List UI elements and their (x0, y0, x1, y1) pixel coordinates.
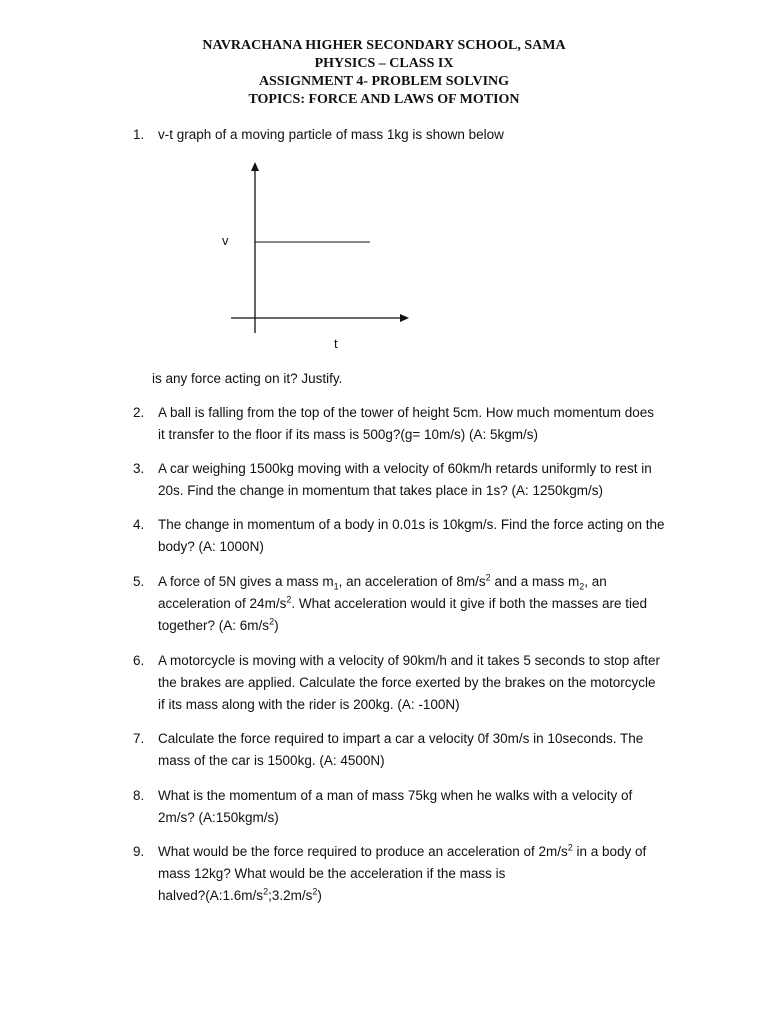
question-number: 7. (133, 731, 145, 746)
question-text: Calculate the force required to impart a car a velocity 0f 30m/s in 10seconds. The mass of the car is 1500kg. (A: 4500N) (158, 731, 644, 768)
question-number: 4. (133, 517, 145, 532)
question-text: What is the momentum of a man of mass 75kg when he walks with a velocity of 2m/s? (A:150kgm/s) (158, 788, 633, 825)
y-axis-label: v (222, 233, 229, 248)
question-number: 5. (133, 574, 145, 589)
vt-graph (215, 158, 415, 351)
question-text: What would be the force required to produce an acceleration of $2m/s^2$ in a body of mass 12kg? What would be the acceleration if the mass is $halved?(A:1.6m/s^2;3.2m/s^2)$ (158, 842, 647, 903)
question-9 (133, 841, 693, 907)
question-3 (133, 458, 693, 502)
question-text: A force of 5N gives a mass $m_1$, an acceleration of $8m/s^2$ and a mass $m_2$, an acceleration of $24m/s^2$. What acceleration would it give if both the masses are tied together? (A: $6m/s^2$) (158, 572, 648, 633)
x-axis-label: t (334, 336, 338, 351)
question-4 (133, 514, 693, 558)
question-text: A ball is falling from the top of the tower of height 5cm. How much momentum does it transfer to the floor if its mass is 500g?(g= 10m/s) (A: 5kgm/s) (158, 405, 654, 442)
subject-title: PHYSICS – CLASS IX (314, 56, 454, 71)
vt-graph-svg (215, 158, 415, 333)
question-1 (133, 124, 693, 146)
question-7 (133, 728, 693, 772)
question-text: A car weighing 1500kg moving with a velocity of 60km/h retards uniformly to rest in 20s. Find the change in momentum that takes place in 1s? (A: 1250kgm/s) (158, 461, 652, 498)
y-axis-arrow (251, 162, 259, 171)
question-text: v-t graph of a moving particle of mass 1kg is shown below (158, 127, 504, 142)
question-number: 8. (133, 788, 145, 803)
question-8 (133, 785, 693, 829)
question-text: The change in momentum of a body in 0.01s is 10kgm/s. Find the force acting on the body? (A: 1000N) (158, 517, 665, 554)
question-5 (133, 571, 693, 637)
question-number: 3. (133, 461, 145, 476)
question-text: A motorcycle is moving with a velocity of 90km/h and it takes 5 seconds to stop after the brakes are applied. Calculate the force exerted by the brakes on the motorcycle if its mass along with the rider is 200kg. (A: -100N) (158, 653, 660, 712)
question-number: 6. (133, 653, 145, 668)
assignment-title: ASSIGNMENT 4- PROBLEM SOLVING (258, 74, 510, 89)
school-name: NAVRACHANA HIGHER SECONDARY SCHOOL, SAMA (202, 38, 566, 53)
question-1-followup: is any force acting on it? Justify. (152, 371, 343, 386)
question-2 (133, 402, 693, 446)
question-6 (133, 650, 693, 716)
x-axis-arrow (400, 314, 409, 322)
question-number: 1. (133, 127, 145, 142)
document-header (0, 37, 768, 109)
topics-title: TOPICS: FORCE AND LAWS OF MOTION (248, 92, 520, 107)
question-number: 9. (133, 844, 145, 859)
question-number: 2. (133, 405, 145, 420)
